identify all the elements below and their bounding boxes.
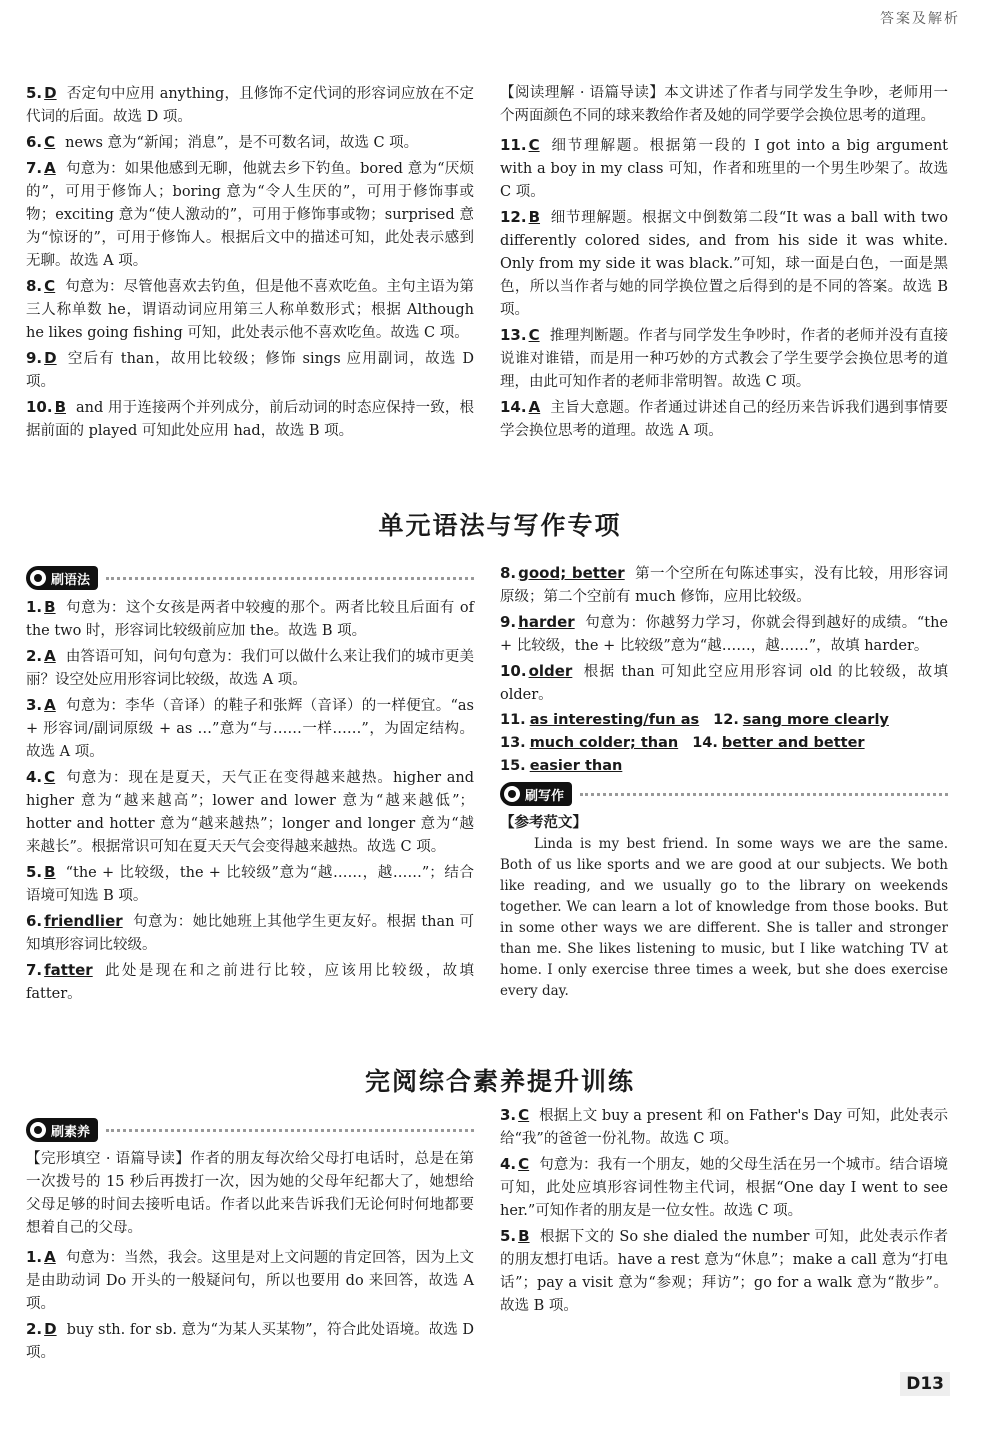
section2-left-column bbox=[26, 562, 474, 1008]
item-explanation: buy sth. for sb. 意为“为某人买某物”，符合此处语境。故选 D 项。 bbox=[26, 1322, 474, 1361]
item-explanation: 根据上文 buy a present 和 on Father's Day 可知，此处表示给“我”的爸爸一份礼物。故选 C 项。 bbox=[500, 1108, 948, 1147]
item-explanation: 由答语可知，问句句意为：我们可以做什么来让我们的城市更美丽？设空处应用形容词比较级，故选 A 项。 bbox=[26, 649, 474, 688]
section2-right-column bbox=[500, 562, 948, 1002]
dotted-divider bbox=[106, 577, 474, 580]
answer-item bbox=[500, 1225, 948, 1318]
item-answer: C bbox=[44, 133, 56, 151]
grammar-tag-row bbox=[26, 562, 474, 594]
item-explanation: 句意为：她比她班上其他学生更友好。根据 than 可知填形容词比较级。 bbox=[26, 914, 474, 953]
item-number: 9. bbox=[26, 349, 43, 367]
item-answer: A bbox=[44, 696, 56, 714]
item-explanation: 空后有 than，故用比较级；修饰 sings 应用副词，故选 D 项。 bbox=[26, 351, 474, 390]
item-explanation: 否定句中应用 anything，且修饰不定代词的形容词应放在不定代词的后面。故选 D 项。 bbox=[26, 86, 474, 125]
answer-item bbox=[26, 131, 474, 155]
item-explanation: “the + 比较级，the + 比较级”意为“越……，越……”；结合语境可知选 B 项。 bbox=[26, 865, 474, 904]
block1-left-column bbox=[26, 82, 474, 445]
item-answer: B bbox=[44, 598, 56, 616]
item-number: 4. bbox=[500, 1155, 517, 1173]
item-explanation: 句意为：当然，我会。这里是对上文问题的肯定回答，因为上文是由助动词 Do 开头的一般疑问句，所以也要用 do 来回答，故选 A 项。 bbox=[26, 1250, 474, 1312]
item-number: 6. bbox=[26, 912, 43, 930]
reading-guide: 【阅读理解 · 语篇导读】本文讲述了作者与同学发生争吵，老师用一个两面颜色不同的球来教给作者及她的同学要学会换位思考的道理。 bbox=[500, 85, 948, 124]
writing-tag: 刷写作 bbox=[500, 782, 572, 806]
page-header: 答案及解析 bbox=[880, 11, 960, 27]
answer-item bbox=[500, 396, 948, 443]
item-explanation: 细节理解题。根据文中倒数第二段“It was a ball with two differently colored sides, and from his side it was white. Only from my side it was black.”可知，球一面是白色，一面是黑色，所以当作者与她的同学换位置之后得到的是不同的答案。故选 B 项。 bbox=[500, 210, 948, 318]
item-explanation: and 用于连接两个并列成分，前后动词的时态应保持一致，根据前面的 played 可知此处应用 had，故选 B 项。 bbox=[26, 400, 474, 439]
item-number: 8. bbox=[500, 564, 517, 582]
section3-right-column bbox=[500, 1104, 948, 1320]
item-explanation: 根据下文的 So she dialed the number 可知，此处表示作者的朋友想打电话。have a rest 意为“休息”；make a call 意为“打电话”；pay a visit 意为“参观；拜访”；go for a walk 意为“散步”。故选 B 项。 bbox=[500, 1229, 948, 1314]
item-number: 12. bbox=[500, 208, 527, 226]
answer-item bbox=[26, 157, 474, 273]
item-number: 7. bbox=[26, 961, 43, 979]
section-title-grammar-writing: 单元语法与写作专项 bbox=[378, 511, 622, 540]
item-answer: C bbox=[518, 1155, 530, 1173]
item-explanation: 根据 than 可知此空应用形容词 old 的比较级，故填 older。 bbox=[500, 664, 948, 703]
item-answer: as interesting/fun as bbox=[529, 712, 700, 728]
item-number: 1. bbox=[26, 598, 43, 616]
grammar-tag: 刷语法 bbox=[26, 566, 98, 590]
writing-tag-row bbox=[500, 778, 948, 810]
answer-item bbox=[26, 694, 474, 764]
item-answer: C bbox=[44, 768, 56, 786]
item-answer: good; better bbox=[518, 564, 625, 582]
item-number: 10. bbox=[500, 662, 527, 680]
page-number: D13 bbox=[900, 1372, 950, 1396]
item-explanation: 细节理解题。根据第一段的 I got into a big argument with a boy in my class 可知，作者和班里的一个男生吵架了。故选 C 项。 bbox=[500, 138, 948, 200]
item-number: 6. bbox=[26, 133, 43, 151]
item-answer: A bbox=[44, 159, 56, 177]
item-number: 8. bbox=[26, 277, 43, 295]
item-answer: A bbox=[44, 1248, 56, 1266]
answer-item bbox=[500, 1104, 948, 1151]
item-answer: friendlier bbox=[44, 912, 123, 930]
item-explanation: 句意为：如果他感到无聊，他就去乡下钓鱼。bored 意为“厌烦的”，可用于修饰人；boring 意为“令人生厌的”，可用于修饰事或物；exciting 意为“使人激动的”，可用于修饰事或物；surprised 意为“惊讶的”，可用于修饰人。根据后文中的描述可知，此处表示感到无聊。故选 A 项。 bbox=[26, 161, 474, 269]
item-explanation: 句意为：尽管他喜欢去钓鱼，但是他不喜欢吃鱼。主句主语为第三人称单数 he，谓语动词应用第三人称单数形式；根据 Although he likes going fishing 可知，此处表示他不喜欢吃鱼。故选 C 项。 bbox=[26, 279, 474, 341]
answer-item bbox=[500, 660, 948, 707]
item-answer: easier than bbox=[529, 758, 623, 774]
item-answer: older bbox=[528, 662, 573, 680]
answer-item bbox=[26, 861, 474, 908]
item-number: 11. bbox=[500, 136, 527, 154]
item-number: 3. bbox=[500, 1106, 517, 1124]
item-answer: D bbox=[44, 84, 57, 102]
item-answer: A bbox=[44, 647, 56, 665]
answer-item bbox=[26, 275, 474, 345]
item-explanation: 句意为：现在是夏天，天气正在变得越来越热。higher and higher 意为“越来越高”；lower and lower 意为“越来越低”；hotter and hotter 意为“越来越热”；longer and longer 意为“越来越长”。根据常识可知在夏天天气会变得越来越热。故选 C 项。 bbox=[26, 770, 474, 855]
item-answer: B bbox=[528, 208, 541, 226]
pen-icon bbox=[30, 1122, 46, 1138]
essay-heading: 【参考范文】 bbox=[500, 815, 587, 831]
item-answer: harder bbox=[518, 613, 575, 631]
answer-item bbox=[500, 206, 948, 322]
cloze-guide: 【完形填空 · 语篇导读】作者的朋友每次给父母打电话时，总是在第一次拨号的 15 秒后再拨打一次，因为她的父母年纪都大了，她想给父母足够的时间去接听电话。作者以此来告诉我们无论何时何地都要想着自己的父母。 bbox=[26, 1151, 474, 1236]
essay-text: Linda is my best friend. In some ways we are the same. Both of us like sports and we are good at our subjects. We both like reading, and we usually go to the library on weekends together. We can learn a lot of knowledge from those books. But in some other ways we are different. She is taller and stronger than me. She likes listening to music, but I like watching TV at home. I only exercise three times a week, but she does exercise every day. bbox=[500, 836, 948, 999]
item-explanation: 推理判断题。作者与同学发生争吵时，作者的老师并没有直接说谁对谁错，而是用一种巧妙的方式教会了学生要学会换位思考的道理，由此可知作者的老师非常明智。故选 C 项。 bbox=[500, 328, 948, 390]
fill-row bbox=[500, 732, 948, 755]
item-number: 1. bbox=[26, 1248, 43, 1266]
fill-row bbox=[500, 709, 948, 732]
item-answer: C bbox=[518, 1106, 530, 1124]
item-number: 10. bbox=[26, 398, 53, 416]
answer-item bbox=[26, 959, 474, 1006]
item-answer: B bbox=[518, 1227, 530, 1245]
pen-icon bbox=[504, 786, 520, 802]
item-answer: fatter bbox=[44, 961, 93, 979]
item-number: 2. bbox=[26, 1320, 43, 1338]
answer-item bbox=[26, 766, 474, 859]
answer-item bbox=[26, 1246, 474, 1316]
item-number: 13. bbox=[500, 735, 526, 751]
item-answer: A bbox=[528, 398, 541, 416]
dotted-divider bbox=[106, 1129, 474, 1132]
item-answer: B bbox=[54, 398, 67, 416]
item-number: 9. bbox=[500, 613, 517, 631]
item-number: 3. bbox=[26, 696, 43, 714]
block1-right-column bbox=[500, 82, 948, 445]
literacy-tag-row bbox=[26, 1114, 474, 1146]
dotted-divider bbox=[580, 793, 948, 796]
item-explanation: 此处是现在和之前进行比较，应该用比较级，故填 fatter。 bbox=[26, 963, 474, 1002]
pen-icon bbox=[30, 570, 46, 586]
item-explanation: 句意为：你越努力学习，你就会得到越好的成绩。“the + 比较级，the + 比较级”意为“越……，越……”，故填 harder。 bbox=[500, 615, 948, 654]
item-explanation: 句意为：李华（音译）的鞋子和张辉（音译）的一样便宜。“as + 形容词/副词原级 + as …”意为“与……一样……”，为固定结构。故选 A 项。 bbox=[26, 698, 474, 760]
answer-item bbox=[26, 596, 474, 643]
item-number: 15. bbox=[500, 758, 526, 774]
item-number: 5. bbox=[500, 1227, 517, 1245]
answer-item bbox=[500, 324, 948, 394]
answer-item bbox=[26, 645, 474, 692]
literacy-tag: 刷素养 bbox=[26, 1118, 98, 1142]
item-answer: sang more clearly bbox=[742, 712, 889, 728]
answer-item bbox=[26, 82, 474, 129]
item-number: 13. bbox=[500, 326, 527, 344]
item-number: 5. bbox=[26, 84, 43, 102]
item-number: 14. bbox=[692, 735, 718, 751]
item-explanation: 句意为：这个女孩是两者中较瘦的那个。两者比较且后面有 of the two 时，形容词比较级前应加 the。故选 B 项。 bbox=[26, 600, 474, 639]
fill-row bbox=[500, 755, 948, 778]
answer-item bbox=[500, 611, 948, 658]
item-number: 2. bbox=[26, 647, 43, 665]
item-answer: better and better bbox=[721, 735, 865, 751]
section-title-comprehensive: 完阅综合素养提升训练 bbox=[364, 1067, 635, 1096]
item-number: 4. bbox=[26, 768, 43, 786]
item-answer: D bbox=[44, 1320, 57, 1338]
item-number: 11. bbox=[500, 712, 526, 728]
item-number: 7. bbox=[26, 159, 43, 177]
answer-item bbox=[500, 1153, 948, 1223]
item-answer: C bbox=[528, 326, 540, 344]
answer-item bbox=[26, 347, 474, 394]
section3-left-column bbox=[26, 1114, 474, 1367]
item-answer: B bbox=[44, 863, 56, 881]
item-explanation: 第一个空所在句陈述事实，没有比较，用形容词原级；第二个空前有 much 修饰，应用比较级。 bbox=[500, 566, 949, 605]
item-explanation: 主旨大意题。作者通过讲述自己的经历来告诉我们遇到事情要学会换位思考的道理。故选 A 项。 bbox=[500, 400, 948, 439]
answer-item bbox=[26, 910, 474, 957]
item-answer: C bbox=[528, 136, 540, 154]
item-number: 14. bbox=[500, 398, 527, 416]
answer-item bbox=[500, 562, 948, 609]
item-explanation: news 意为“新闻；消息”，是不可数名词，故选 C 项。 bbox=[65, 135, 419, 151]
item-explanation: 句意为：我有一个朋友，她的父母生活在另一个城市。结合语境可知，此处应填形容词性物主代词，根据“One day I went to see her.”可知作者的朋友是一位女性。故选 C 项。 bbox=[500, 1157, 948, 1219]
answer-item bbox=[500, 134, 948, 204]
answer-item bbox=[26, 396, 474, 443]
item-answer: C bbox=[44, 277, 56, 295]
item-number: 12. bbox=[713, 712, 739, 728]
item-answer: D bbox=[44, 349, 57, 367]
item-answer: much colder; than bbox=[529, 735, 679, 751]
answer-item bbox=[26, 1318, 474, 1365]
item-number: 5. bbox=[26, 863, 43, 881]
